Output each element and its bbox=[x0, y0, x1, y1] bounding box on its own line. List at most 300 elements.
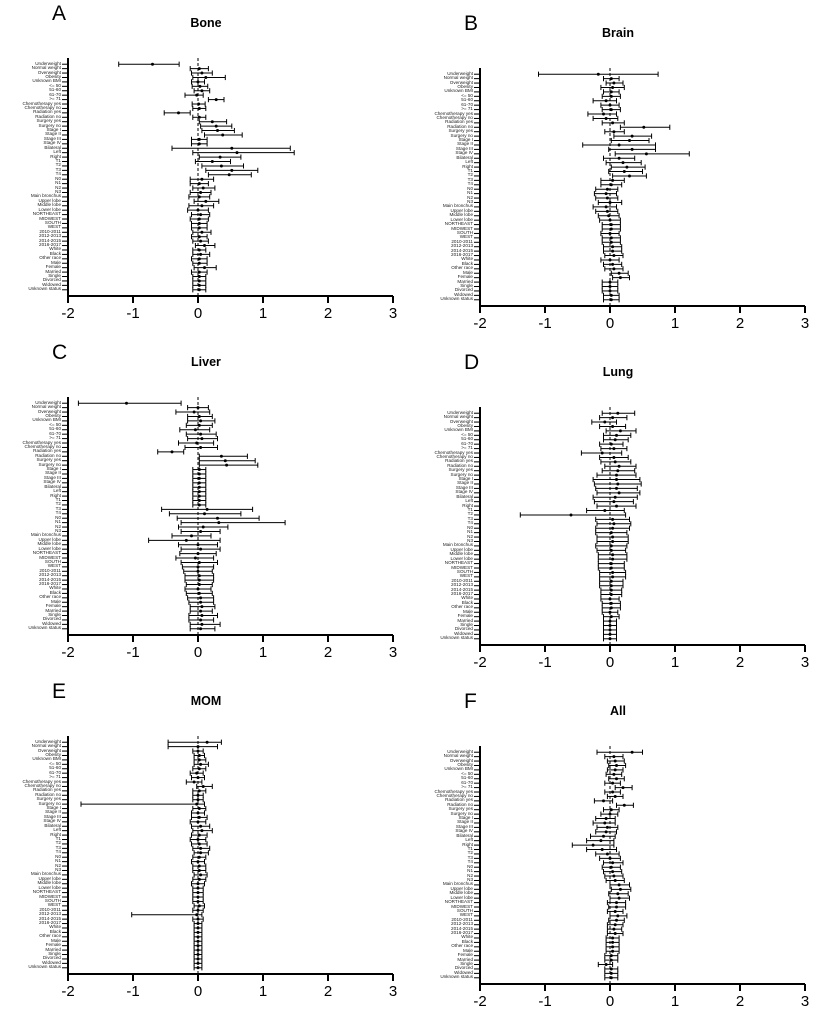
x-tick-label: -1 bbox=[538, 315, 552, 332]
forest-row bbox=[199, 119, 226, 124]
point-estimate-marker bbox=[609, 813, 612, 816]
point-estimate-marker bbox=[195, 803, 198, 806]
y-axis-label: Surgery no bbox=[450, 471, 473, 477]
y-axis-label: Radiation yes bbox=[445, 119, 473, 125]
y-axis-label: 61-70 bbox=[49, 91, 61, 97]
x-tick-label: 0 bbox=[605, 993, 615, 1010]
y-axis-label: <= 50 bbox=[461, 431, 473, 437]
y-axis-label: 2012-2013 bbox=[39, 911, 61, 917]
point-estimate-marker bbox=[197, 953, 200, 956]
point-estimate-marker bbox=[197, 798, 200, 801]
y-axis-label: WEST bbox=[459, 912, 473, 918]
y-axis-label: Stage II bbox=[45, 809, 61, 815]
y-axis-label: 51-60 bbox=[49, 87, 61, 93]
y-axis-label: 61-70 bbox=[461, 101, 473, 107]
point-estimate-marker bbox=[197, 887, 200, 890]
y-axis-label: Chemotherapy no bbox=[24, 104, 61, 110]
point-estimate-marker bbox=[198, 486, 201, 489]
point-estimate-marker bbox=[197, 745, 200, 748]
forest-row bbox=[592, 419, 617, 424]
forest-row bbox=[596, 187, 618, 192]
point-estimate-marker bbox=[228, 173, 231, 176]
x-tick-label: 3 bbox=[388, 983, 398, 1000]
point-estimate-marker bbox=[195, 772, 198, 775]
y-axis-label: Widowed bbox=[454, 969, 473, 975]
point-estimate-marker bbox=[199, 213, 202, 216]
y-axis-label: Radiation no bbox=[35, 791, 61, 797]
y-axis-label: N2 bbox=[55, 523, 61, 529]
y-axis-label: Other race bbox=[39, 933, 61, 939]
forest-row bbox=[611, 164, 645, 169]
forest-row bbox=[602, 468, 635, 473]
forest-row bbox=[189, 617, 214, 622]
forest-row bbox=[604, 293, 620, 298]
point-estimate-marker bbox=[615, 474, 618, 477]
forest-row bbox=[179, 440, 214, 445]
y-axis-label: Stage III bbox=[455, 484, 473, 490]
forest-row bbox=[611, 887, 631, 892]
point-estimate-marker bbox=[605, 817, 608, 820]
y-axis-label: Main bronchus bbox=[442, 881, 473, 887]
y-axis-label: Obesity bbox=[457, 83, 473, 89]
y-axis-label: Female bbox=[457, 952, 473, 958]
y-axis-label: 51-60 bbox=[49, 765, 61, 771]
forest-row bbox=[168, 744, 217, 749]
x-tick-label: 2 bbox=[735, 315, 745, 332]
point-estimate-marker bbox=[220, 164, 223, 167]
y-axis-label: Chemotherapy yes bbox=[434, 788, 473, 794]
forest-row bbox=[192, 137, 208, 142]
forest-row bbox=[205, 132, 243, 137]
y-axis-labels bbox=[412, 349, 473, 688]
y-axis-label: Chemotherapy no bbox=[24, 782, 61, 788]
x-tick-label: -1 bbox=[538, 654, 552, 671]
point-estimate-marker bbox=[623, 804, 626, 807]
y-axis-label: Single bbox=[48, 612, 61, 618]
point-estimate-marker bbox=[197, 922, 200, 925]
y-axis-label: 2010-2011 bbox=[39, 567, 61, 573]
y-axis-label: Stage III bbox=[43, 135, 61, 141]
point-estimate-marker bbox=[616, 482, 619, 485]
point-estimate-marker bbox=[206, 508, 209, 511]
forest-row bbox=[610, 882, 630, 887]
point-estimate-marker bbox=[611, 861, 614, 864]
point-estimate-marker bbox=[151, 63, 154, 66]
y-axis-label: T1 bbox=[467, 507, 473, 513]
forest-row bbox=[602, 222, 620, 227]
y-axis-label: T1 bbox=[467, 168, 473, 174]
point-estimate-marker bbox=[199, 419, 202, 422]
forest-row bbox=[602, 226, 620, 231]
point-estimate-marker bbox=[605, 192, 608, 195]
point-estimate-marker bbox=[197, 838, 200, 841]
y-axis-label: Normal weight bbox=[31, 404, 61, 410]
y-axis-label: Stage III bbox=[455, 145, 473, 151]
forest-row bbox=[597, 521, 631, 526]
y-axis-label: 2014-2015 bbox=[39, 237, 61, 243]
forest-row bbox=[609, 918, 625, 923]
point-estimate-marker bbox=[200, 437, 203, 440]
point-estimate-marker bbox=[200, 72, 203, 75]
y-axis-label: T1 bbox=[55, 158, 61, 164]
y-axis-label: Left bbox=[53, 488, 61, 494]
point-estimate-marker bbox=[610, 236, 613, 239]
y-axis-label: Stage II bbox=[457, 141, 473, 147]
forest-row bbox=[606, 940, 619, 945]
y-axis-label: SOUTH bbox=[456, 907, 473, 913]
point-estimate-marker bbox=[609, 285, 612, 288]
point-estimate-marker bbox=[198, 477, 201, 480]
forest-row bbox=[190, 181, 208, 186]
point-estimate-marker bbox=[203, 512, 206, 515]
y-axis-label: N2 bbox=[467, 872, 473, 878]
forest-row bbox=[78, 401, 181, 406]
y-axis-label: Surgery no bbox=[450, 132, 473, 138]
y-axis-label: SOUTH bbox=[44, 558, 61, 564]
y-axis-label: Upper lobe bbox=[450, 885, 473, 891]
y-axis-label: Divorced bbox=[454, 965, 473, 971]
forest-row bbox=[598, 213, 619, 218]
point-estimate-marker bbox=[203, 244, 206, 247]
point-estimate-marker bbox=[198, 218, 201, 221]
point-estimate-marker bbox=[615, 906, 618, 909]
point-estimate-marker bbox=[612, 130, 615, 133]
y-axis-label: Female bbox=[45, 603, 61, 609]
forest-row bbox=[206, 168, 258, 173]
forest-row bbox=[602, 605, 620, 610]
point-estimate-marker bbox=[215, 98, 218, 101]
forest-row bbox=[606, 878, 624, 883]
point-estimate-marker bbox=[602, 835, 605, 838]
point-estimate-marker bbox=[610, 544, 613, 547]
forest-row bbox=[596, 851, 619, 856]
point-estimate-marker bbox=[610, 959, 613, 962]
point-estimate-marker bbox=[610, 294, 613, 297]
y-axis-label: Bilateral bbox=[44, 483, 61, 489]
point-estimate-marker bbox=[610, 549, 613, 552]
y-axis-label: Surgery no bbox=[38, 122, 61, 128]
forest-row bbox=[605, 754, 623, 759]
point-estimate-marker bbox=[606, 197, 609, 200]
point-estimate-marker bbox=[619, 276, 622, 279]
forest-row bbox=[596, 829, 617, 834]
point-estimate-marker bbox=[611, 870, 614, 873]
forest-row bbox=[539, 72, 659, 77]
point-estimate-marker bbox=[602, 799, 605, 802]
forest-row bbox=[199, 458, 255, 463]
x-tick-label: 0 bbox=[193, 983, 203, 1000]
y-axis-label: Right bbox=[50, 831, 61, 837]
point-estimate-marker bbox=[197, 552, 200, 555]
forest-row bbox=[192, 841, 208, 846]
point-estimate-marker bbox=[197, 209, 200, 212]
panel-title-c: Liver bbox=[191, 355, 221, 369]
plot-area-e bbox=[0, 678, 412, 1017]
forest-row bbox=[193, 863, 206, 868]
y-axis-label: 51-60 bbox=[461, 436, 473, 442]
y-axis-label: Main bronchus bbox=[30, 193, 61, 199]
forest-row bbox=[190, 177, 213, 182]
forest-row bbox=[192, 141, 208, 146]
y-axis-label: Single bbox=[48, 273, 61, 279]
point-estimate-marker bbox=[618, 465, 621, 468]
y-axis-label: Radiation no bbox=[447, 123, 473, 129]
y-axis-labels bbox=[412, 10, 473, 349]
y-axis-label: Radiation yes bbox=[33, 448, 61, 454]
y-axis-label: Unknown BMI bbox=[444, 88, 473, 94]
forest-row bbox=[593, 116, 618, 121]
point-estimate-marker bbox=[193, 411, 196, 414]
y-axis-label: Radiation no bbox=[447, 801, 473, 807]
y-axis-label: MIDWEST bbox=[39, 215, 61, 221]
y-axis-label: 2016-2017 bbox=[451, 930, 473, 936]
panel-letter-d: D bbox=[464, 351, 480, 374]
panel-letter-e: E bbox=[52, 680, 67, 703]
y-axis-label: Lower lobe bbox=[450, 894, 473, 900]
y-axis-label: Bilateral bbox=[456, 832, 473, 838]
forest-row bbox=[158, 449, 184, 454]
y-axis-label: 2016-2017 bbox=[39, 581, 61, 587]
point-estimate-marker bbox=[197, 896, 200, 899]
y-axis-label: Single bbox=[460, 622, 473, 628]
forest-row bbox=[604, 433, 631, 438]
point-estimate-marker bbox=[601, 452, 604, 455]
point-estimate-marker bbox=[197, 900, 200, 903]
forest-row bbox=[606, 935, 619, 940]
point-estimate-marker bbox=[618, 897, 621, 900]
forest-row bbox=[193, 502, 206, 507]
y-axis-label: N1 bbox=[55, 858, 61, 864]
point-estimate-marker bbox=[198, 424, 201, 427]
forest-row bbox=[208, 172, 251, 177]
forest-row bbox=[602, 120, 624, 125]
y-axis-label: 2010-2011 bbox=[451, 238, 473, 244]
point-estimate-marker bbox=[198, 583, 201, 586]
y-axis-label: Chemotherapy yes bbox=[22, 439, 61, 445]
point-estimate-marker bbox=[198, 182, 201, 185]
y-axis-label: Surgery no bbox=[38, 800, 61, 806]
forest-row bbox=[194, 757, 206, 762]
forest-row bbox=[189, 613, 218, 618]
y-axis-label: 2012-2013 bbox=[451, 921, 473, 927]
y-axis-label: T1 bbox=[55, 497, 61, 503]
forest-row bbox=[186, 779, 202, 784]
point-estimate-marker bbox=[615, 901, 618, 904]
point-estimate-marker bbox=[610, 90, 613, 93]
point-estimate-marker bbox=[197, 543, 200, 546]
y-axis-label: White bbox=[49, 924, 61, 930]
y-axis-label: Chemotherapy yes bbox=[22, 778, 61, 784]
point-estimate-marker bbox=[193, 781, 196, 784]
forest-row bbox=[604, 297, 620, 302]
point-estimate-marker bbox=[609, 637, 612, 640]
point-estimate-marker bbox=[631, 135, 634, 138]
y-axis-label: SOUTH bbox=[456, 229, 473, 235]
point-estimate-marker bbox=[609, 289, 612, 292]
point-estimate-marker bbox=[230, 147, 233, 150]
point-estimate-marker bbox=[614, 460, 617, 463]
forest-row bbox=[176, 409, 210, 414]
y-axis-label: Married bbox=[457, 617, 473, 623]
forest-row bbox=[600, 570, 626, 575]
point-estimate-marker bbox=[615, 478, 618, 481]
y-axis-label: Middle lobe bbox=[449, 890, 473, 896]
y-axis-label: WEST bbox=[47, 563, 61, 569]
forest-row bbox=[598, 557, 627, 562]
y-axis-label: Surgery yes bbox=[36, 118, 61, 124]
point-estimate-marker bbox=[197, 750, 200, 753]
y-axis-label: Other race bbox=[39, 255, 61, 261]
y-axis-label: WEST bbox=[459, 573, 473, 579]
forest-row bbox=[192, 824, 210, 829]
y-axis-label: Right bbox=[462, 841, 473, 847]
forest-row bbox=[194, 265, 216, 270]
y-axis-label: Stage IV bbox=[455, 150, 473, 156]
y-axis-label: 51-60 bbox=[461, 97, 473, 103]
forest-row bbox=[606, 428, 636, 433]
forest-row bbox=[601, 588, 622, 593]
y-axis-label: Underweight bbox=[35, 399, 61, 405]
point-estimate-marker bbox=[610, 972, 613, 975]
point-estimate-marker bbox=[611, 518, 614, 521]
forest-row bbox=[190, 604, 215, 609]
point-estimate-marker bbox=[622, 161, 625, 164]
point-estimate-marker bbox=[198, 767, 201, 770]
point-estimate-marker bbox=[609, 104, 612, 107]
forest-row bbox=[615, 785, 632, 790]
y-axis-label: Male bbox=[51, 598, 61, 604]
forest-row bbox=[193, 788, 206, 793]
point-estimate-marker bbox=[616, 469, 619, 472]
y-axis-label: NORTHEAST bbox=[444, 560, 473, 566]
forest-row bbox=[605, 253, 623, 258]
forest-row bbox=[606, 949, 619, 954]
y-axis-label: <= 50 bbox=[49, 760, 61, 766]
forest-row bbox=[164, 110, 190, 115]
panel-title-d: Lung bbox=[602, 365, 634, 379]
y-axis-label: White bbox=[49, 246, 61, 252]
y-axis-label: Normal weight bbox=[443, 414, 473, 420]
y-axis-label: T3 bbox=[467, 515, 473, 521]
y-axis-label: Obesity bbox=[457, 422, 473, 428]
forest-row bbox=[602, 107, 620, 112]
y-axis-label: Divorced bbox=[42, 955, 61, 961]
point-estimate-marker bbox=[611, 571, 614, 574]
point-estimate-marker bbox=[197, 570, 200, 573]
y-axis-label: N3 bbox=[467, 876, 473, 882]
plot-area-a bbox=[0, 0, 412, 339]
forest-row bbox=[593, 204, 616, 209]
forest-row bbox=[615, 151, 689, 156]
y-axis-label: <= 50 bbox=[461, 770, 473, 776]
point-estimate-marker bbox=[609, 281, 612, 284]
y-axis-label: Chemotherapy no bbox=[436, 792, 473, 798]
forest-row bbox=[597, 548, 626, 553]
point-estimate-marker bbox=[610, 593, 613, 596]
point-estimate-marker bbox=[194, 557, 197, 560]
y-axis-label: T4 bbox=[467, 859, 473, 865]
point-estimate-marker bbox=[198, 758, 201, 761]
forest-row bbox=[199, 154, 241, 159]
point-estimate-marker bbox=[198, 499, 201, 502]
forest-row bbox=[202, 163, 244, 168]
point-estimate-marker bbox=[203, 266, 206, 269]
point-estimate-marker bbox=[631, 751, 634, 754]
point-estimate-marker bbox=[610, 241, 613, 244]
forest-row bbox=[606, 772, 622, 777]
panel-d bbox=[412, 349, 824, 688]
forest-row bbox=[193, 150, 294, 155]
y-axis-label: T2 bbox=[467, 511, 473, 517]
x-tick-label: 0 bbox=[605, 315, 615, 332]
point-estimate-marker bbox=[642, 126, 645, 129]
forest-row bbox=[193, 239, 209, 244]
x-tick-label: 0 bbox=[193, 644, 203, 661]
point-estimate-marker bbox=[606, 210, 609, 213]
y-axis-label: T3 bbox=[55, 844, 61, 850]
forest-row bbox=[193, 828, 213, 833]
point-estimate-marker bbox=[610, 298, 613, 301]
y-axis-label: Chemotherapy yes bbox=[434, 110, 473, 116]
point-estimate-marker bbox=[609, 201, 612, 204]
y-axis-label: Other race bbox=[39, 594, 61, 600]
y-axis-label: N0 bbox=[467, 524, 473, 530]
point-estimate-marker bbox=[199, 530, 202, 533]
y-axis-label: Lower lobe bbox=[38, 545, 61, 551]
y-axis-label: Stage II bbox=[457, 819, 473, 825]
y-axis-label: N2 bbox=[55, 184, 61, 190]
y-axis-label: Lower lobe bbox=[450, 216, 473, 222]
y-axis-label: Middle lobe bbox=[37, 202, 61, 208]
forest-row bbox=[190, 66, 208, 71]
y-axis-label: N3 bbox=[55, 866, 61, 872]
forest-row bbox=[609, 776, 625, 781]
forest-row bbox=[602, 235, 620, 240]
forest-row bbox=[180, 551, 216, 556]
forest-row bbox=[190, 622, 220, 627]
point-estimate-marker bbox=[614, 760, 617, 763]
y-axis-label: Normal weight bbox=[443, 753, 473, 759]
y-axis-label: Male bbox=[51, 259, 61, 265]
y-axis-label: Widowed bbox=[454, 630, 473, 636]
y-axis-label: NORTHEAST bbox=[444, 221, 473, 227]
point-estimate-marker bbox=[610, 562, 613, 565]
y-axis-label: T1 bbox=[467, 846, 473, 852]
point-estimate-marker bbox=[199, 763, 202, 766]
x-tick-label: 0 bbox=[193, 305, 203, 322]
y-axis-label: Widowed bbox=[42, 281, 61, 287]
forest-row bbox=[610, 896, 630, 901]
point-estimate-marker bbox=[197, 891, 200, 894]
point-estimate-marker bbox=[198, 468, 201, 471]
point-estimate-marker bbox=[606, 852, 609, 855]
x-tick-label: 2 bbox=[323, 305, 333, 322]
forest-row bbox=[192, 832, 208, 837]
forest-row bbox=[609, 763, 626, 768]
y-axis-label: T2 bbox=[55, 501, 61, 507]
forest-row bbox=[609, 147, 656, 152]
point-estimate-marker bbox=[618, 143, 621, 146]
point-estimate-marker bbox=[197, 957, 200, 960]
forest-row bbox=[81, 802, 205, 807]
y-axis-label: <= 50 bbox=[461, 92, 473, 98]
forest-row bbox=[597, 503, 636, 508]
point-estimate-marker bbox=[609, 620, 612, 623]
forest-row bbox=[194, 965, 202, 970]
point-estimate-marker bbox=[200, 204, 203, 207]
forest-row bbox=[597, 490, 640, 495]
forest-row bbox=[601, 812, 618, 817]
